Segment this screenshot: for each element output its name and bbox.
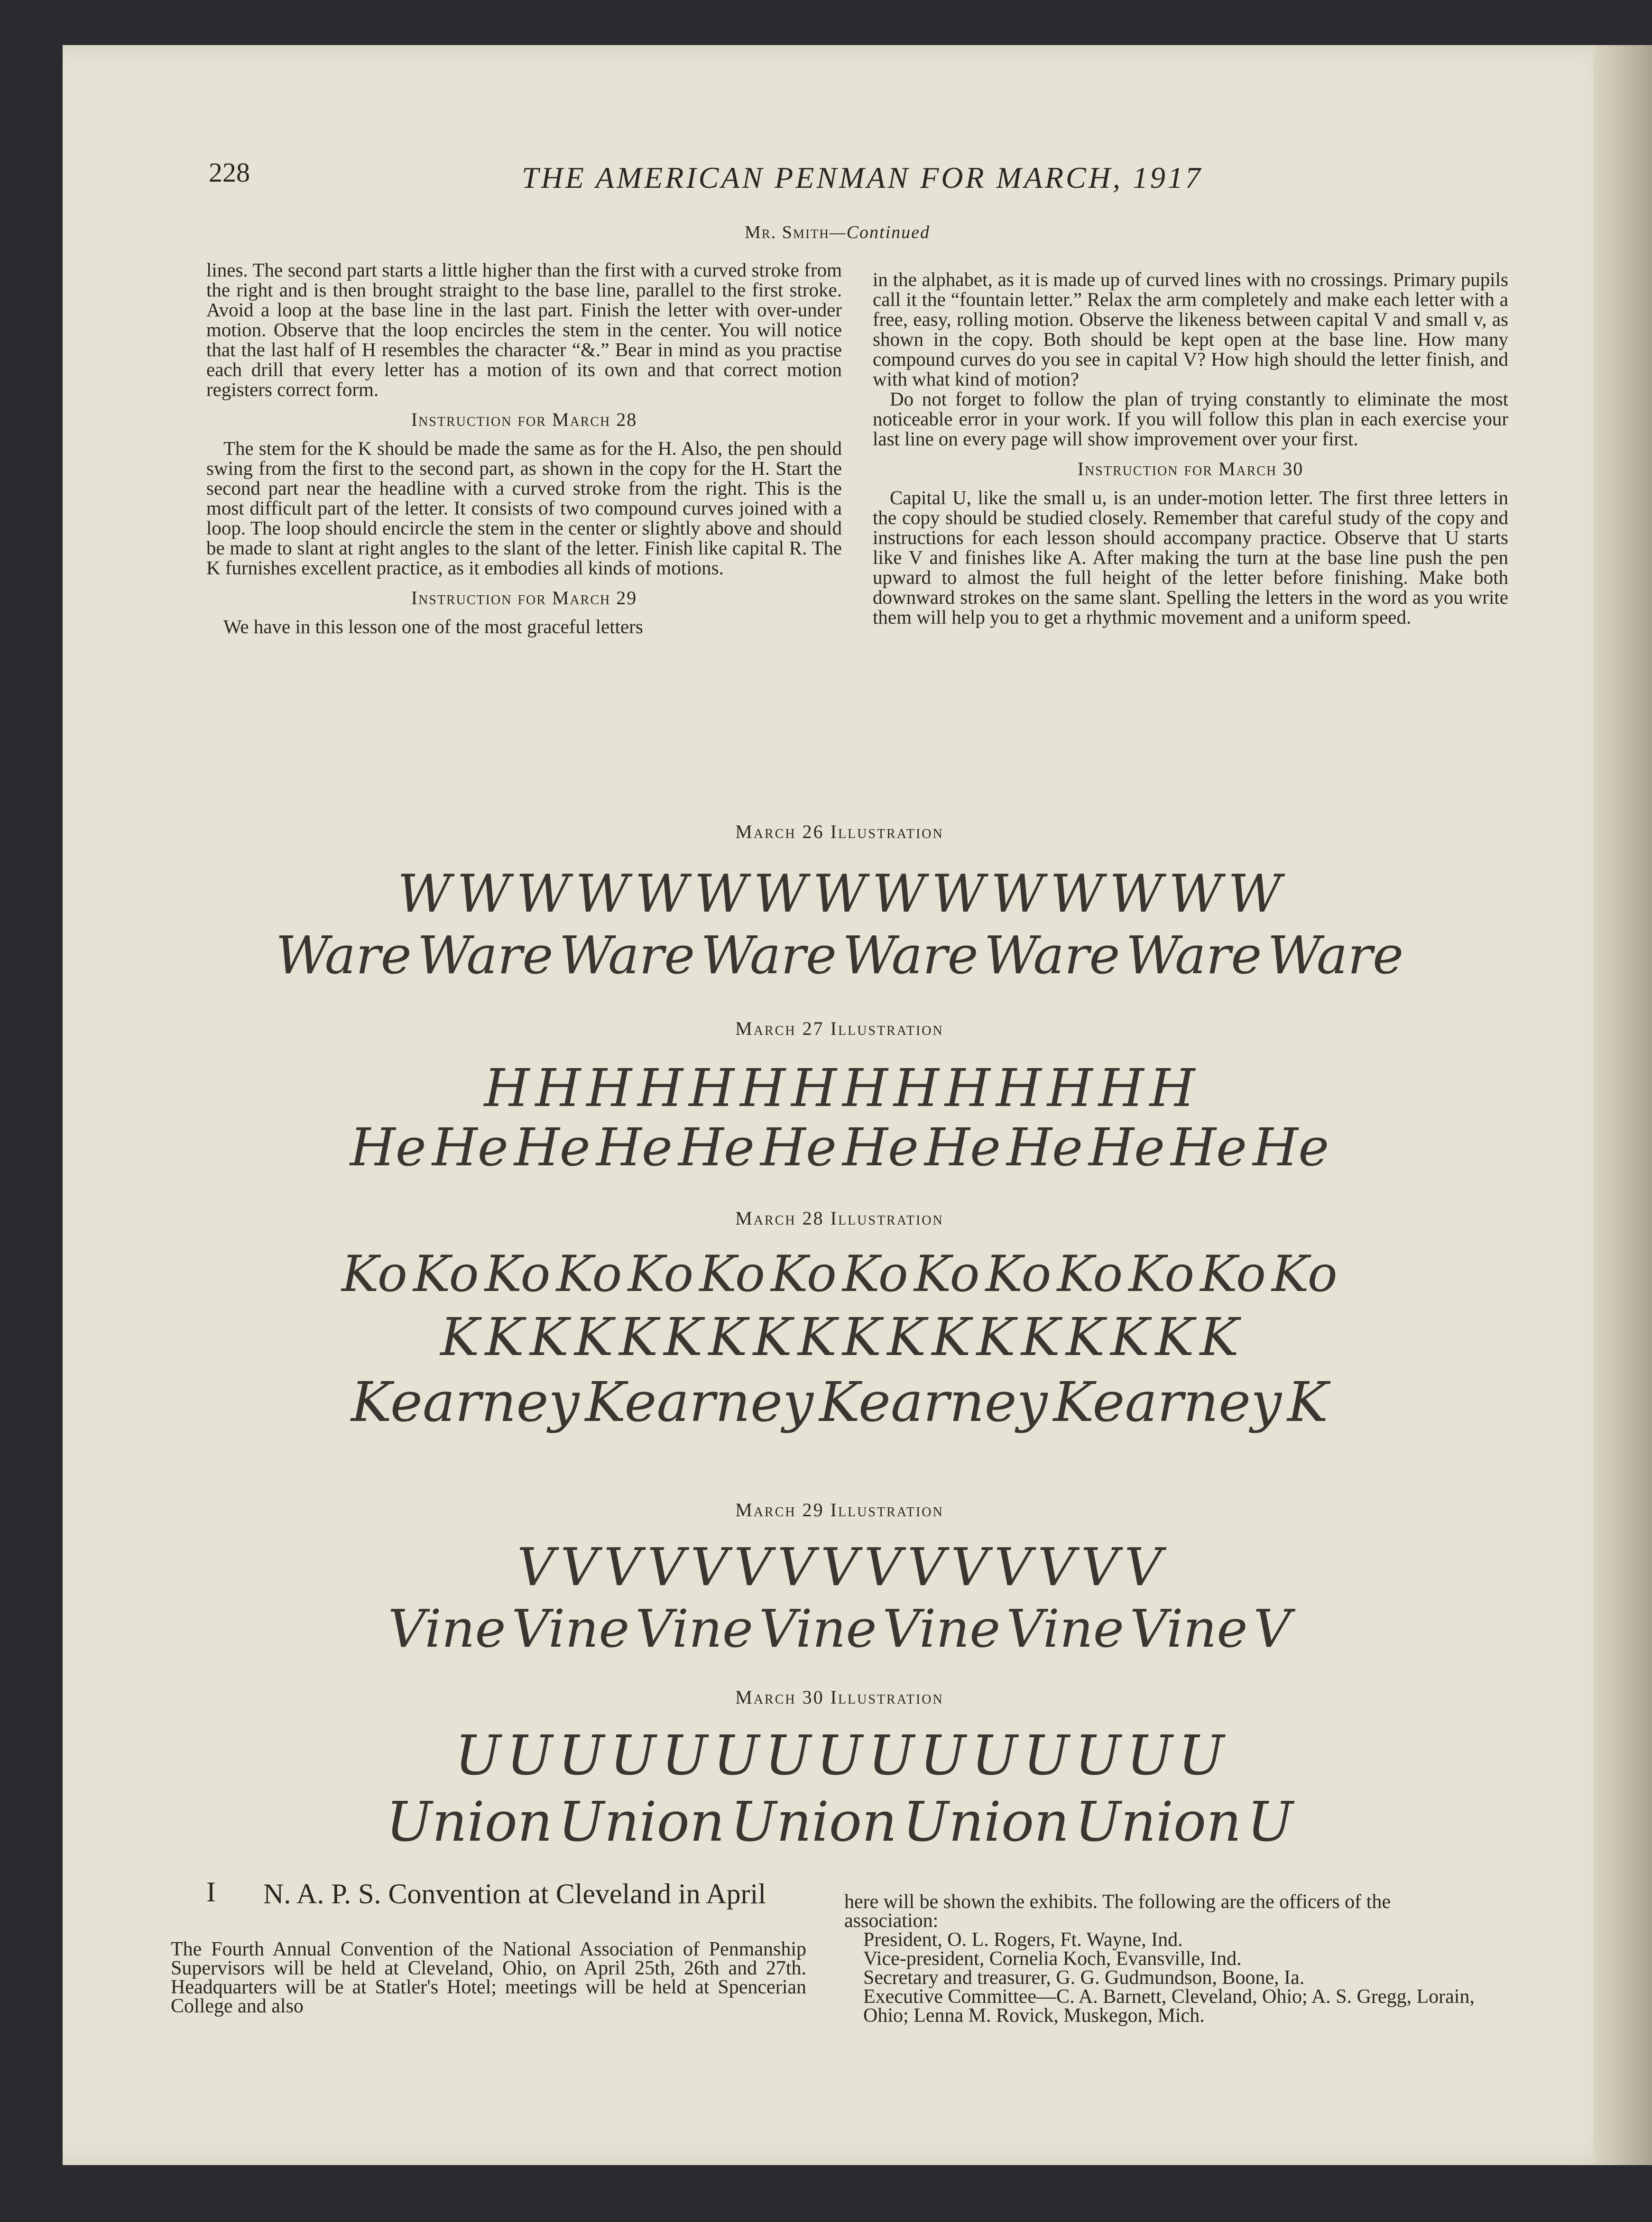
script-word: K <box>440 1307 480 1367</box>
script-word: H <box>1149 1058 1195 1118</box>
officer-president: President, O. L. Rogers, Ft. Wayne, Ind. <box>863 1929 1183 1951</box>
page-number: 228 <box>209 157 250 188</box>
script-word: H <box>586 1058 632 1118</box>
script-word: U <box>971 1724 1018 1788</box>
script-word: U <box>1247 1790 1293 1854</box>
script-word: H <box>1098 1058 1144 1118</box>
script-word: V <box>777 1537 815 1597</box>
script-word: U <box>1178 1724 1224 1788</box>
script-word: K <box>842 1307 882 1367</box>
script-word: V <box>647 1537 685 1597</box>
script-word: He <box>842 1117 919 1178</box>
script-word: He <box>1171 1117 1247 1178</box>
script-word: K <box>1155 1307 1194 1367</box>
script-word: He <box>760 1117 837 1178</box>
script-word: W <box>1168 863 1222 924</box>
script-row <box>199 1117 1480 1178</box>
script-row <box>199 1307 1480 1367</box>
script-word: Ko <box>1128 1245 1195 1303</box>
script-word: Kearney <box>351 1371 580 1434</box>
script-word: Ko <box>1200 1245 1266 1303</box>
script-word: K <box>932 1307 971 1367</box>
script-row <box>199 1537 1480 1597</box>
script-word: U <box>455 1724 501 1788</box>
script-word: K <box>619 1307 658 1367</box>
script-word: Union <box>730 1790 897 1854</box>
paragraph-march-28: The stem for the K should be made the same as for the H. Also, the pen should swing from the first to the second part, as shown in the copy for the H. Start the second part near the headline with a curved stroke from the right. This is the most difficult part of the letter. It consists of two compound curves joined with a loop. The loop should encircle the stem in the center or slightly above and should be made to slant at right angles to the slant of the letter. Finish like capital R. The K furnishes excellent practice, as it embodies all kinds of motions. <box>206 437 842 579</box>
script-word: W <box>575 863 629 924</box>
script-word: Union <box>903 1790 1070 1854</box>
script-row <box>199 863 1480 924</box>
heading-march-27-illustration: March 27 Illustration <box>735 1018 944 1039</box>
heading-march-30-illustration: March 30 Illustration <box>735 1687 944 1708</box>
script-word: Ko <box>484 1245 551 1303</box>
script-word: W <box>931 863 985 924</box>
script-word: U <box>609 1724 656 1788</box>
heading-march-29-illustration: March 29 Illustration <box>735 1499 944 1521</box>
script-word: Ko <box>914 1245 980 1303</box>
script-word: V <box>604 1537 642 1597</box>
script-word: H <box>944 1058 990 1118</box>
officer-vice-president: Vice-president, Cornelia Koch, Evansville, Ind. <box>863 1948 1242 1970</box>
script-word: W <box>990 863 1044 924</box>
script-word: Ware <box>1267 925 1404 986</box>
script-word: Kearney <box>585 1371 814 1434</box>
script-word: He <box>1253 1117 1329 1178</box>
paragraph-h-continued: lines. The second part starts a little higher than the first with a curved stroke from the right and is then brought straight to the base line, parallel to the first stroke. Avoid a loop at the base line in the last part. Finish the letter with over-under motion. Observe that the loop encircles the stem in the center. You will notice that the last half of H resembles the character “&.” Bear in mind as you practise each drill that every letter has a motion of its own and that correct motion registers correct form. <box>206 259 842 400</box>
script-word: Ware <box>559 925 695 986</box>
script-word: Ko <box>699 1245 766 1303</box>
script-word: Ko <box>341 1245 407 1303</box>
script-word: H <box>791 1058 837 1118</box>
script-word: Ko <box>413 1245 479 1303</box>
script-word: He <box>350 1117 426 1178</box>
script-word: U <box>1075 1724 1121 1788</box>
script-word: Vine <box>882 1598 1001 1659</box>
script-row <box>199 1371 1480 1434</box>
script-word: H <box>484 1058 530 1118</box>
section-author: Mr. Smith <box>745 222 830 242</box>
script-word: He <box>596 1117 673 1178</box>
script-word: Vine <box>511 1598 630 1659</box>
script-word: Ware <box>1126 925 1262 986</box>
convention-officers <box>844 1892 1480 2025</box>
script-word: U <box>558 1724 604 1788</box>
script-word: V <box>517 1537 555 1597</box>
script-word: He <box>1006 1117 1083 1178</box>
officers-list <box>844 1930 1480 2025</box>
script-word: V <box>1124 1537 1162 1597</box>
paragraph-plan: Do not forget to follow the plan of trying constantly to eliminate the most noticeable error in your work. If you will follow this plan in each exercise your last line on every page will show improvement over your first. <box>873 388 1508 450</box>
script-word: K <box>887 1307 926 1367</box>
script-word: Ko <box>1057 1245 1123 1303</box>
script-word: V <box>864 1537 902 1597</box>
script-word: K <box>664 1307 703 1367</box>
script-word: K <box>1021 1307 1060 1367</box>
script-word: V <box>734 1537 772 1597</box>
script-word: K <box>529 1307 569 1367</box>
script-word: W <box>812 863 867 924</box>
paragraph-march-29: We have in this lesson one of the most graceful letters <box>223 616 643 637</box>
script-word: V <box>994 1537 1032 1597</box>
script-word: Vine <box>1006 1598 1124 1659</box>
script-word: V <box>907 1537 945 1597</box>
script-word: W <box>516 863 570 924</box>
script-word: H <box>893 1058 939 1118</box>
script-word: U <box>1126 1724 1172 1788</box>
section-continued-label: —Continued <box>829 222 931 242</box>
heading-march-28: Instruction for March 28 <box>411 409 637 430</box>
script-word: H <box>740 1058 786 1118</box>
paragraph-v-continued: in the alphabet, as it is made up of curved lines with no crossings. Primary pupils call it the “fountain letter.” Relax the arm completely and make each letter with a free, easy, rolling motion. Observe the likeness between capital V and small v, as shown in the copy. Both should be kept open at the base line. How many compound curves do you see in capital V? How high should the letter finish, and with what kind of motion? <box>873 268 1508 390</box>
paragraph-march-30: Capital U, like the small u, is an under-motion letter. The first three letters in the copy should be studied closely. Remember that careful study of the copy and instructions for each lesson should accompany practice. Observe that U starts like V and finishes like A. After making the turn at the base line push the pen upward to almost the full height of the letter before finishing. Make both downward strokes on the same slant. Spelling the letters in the word as you write them will help you to get a rhythmic movement and a uniform speed. <box>873 487 1508 628</box>
script-word: Ko <box>985 1245 1052 1303</box>
script-word: H <box>842 1058 888 1118</box>
script-word: K <box>753 1307 792 1367</box>
heading-march-30: Instruction for March 30 <box>1077 458 1304 479</box>
script-word: K <box>1287 1371 1328 1434</box>
script-word: Ware <box>842 925 978 986</box>
script-word: W <box>635 863 689 924</box>
script-word: Union <box>386 1790 553 1854</box>
heading-march-28-illustration: March 28 Illustration <box>735 1208 944 1229</box>
script-word: H <box>637 1058 683 1118</box>
running-title: THE AMERICAN PENMAN FOR MARCH, 1917 <box>522 161 1203 194</box>
convention-title: N. A. P. S. Convention at Cleveland in April <box>263 1878 766 1909</box>
script-word: K <box>797 1307 837 1367</box>
script-word: Ware <box>275 925 412 986</box>
officer-secretary: Secretary and treasurer, G. G. Gudmundson, Boone, Ia. <box>863 1967 1305 1989</box>
section-continued <box>745 222 930 243</box>
script-word: Kearney <box>819 1371 1048 1434</box>
script-word: V <box>560 1537 598 1597</box>
heading-march-26-illustration: March 26 Illustration <box>735 821 944 842</box>
script-word: H <box>535 1058 581 1118</box>
script-word: U <box>920 1724 966 1788</box>
script-word: Union <box>1075 1790 1242 1854</box>
right-column <box>873 269 1508 627</box>
officers-intro: here will be shown the exhibits. The following are the officers of the association: <box>844 1891 1391 1932</box>
script-word: W <box>694 863 748 924</box>
script-word: H <box>689 1058 735 1118</box>
script-word: V <box>951 1537 989 1597</box>
script-word: He <box>678 1117 755 1178</box>
left-column <box>206 260 842 636</box>
script-word: Ware <box>417 925 554 986</box>
script-word: U <box>765 1724 811 1788</box>
script-word: He <box>924 1117 1001 1178</box>
script-word: K <box>574 1307 614 1367</box>
script-row <box>199 1245 1480 1303</box>
script-word: U <box>661 1724 708 1788</box>
script-word: Kearney <box>1053 1371 1282 1434</box>
script-word: U <box>868 1724 914 1788</box>
script-word: V <box>1253 1598 1291 1659</box>
script-word: Vine <box>1129 1598 1248 1659</box>
script-word: K <box>485 1307 524 1367</box>
script-row <box>199 925 1480 986</box>
script-row <box>199 1790 1480 1854</box>
script-word: H <box>1047 1058 1093 1118</box>
book-spine <box>1594 45 1652 2165</box>
script-row <box>199 1598 1480 1659</box>
script-word: Ko <box>628 1245 694 1303</box>
script-word: W <box>397 863 452 924</box>
script-word: H <box>996 1058 1042 1118</box>
heading-march-29: Instruction for March 29 <box>411 587 637 609</box>
script-word: U <box>1023 1724 1070 1788</box>
script-word: Vine <box>758 1598 877 1659</box>
script-word: K <box>1110 1307 1150 1367</box>
script-word: Vine <box>635 1598 753 1659</box>
script-word: W <box>457 863 511 924</box>
script-word: Ko <box>556 1245 622 1303</box>
script-word: Union <box>558 1790 725 1854</box>
script-word: V <box>690 1537 729 1597</box>
script-word: U <box>816 1724 863 1788</box>
script-word: Vine <box>388 1598 506 1659</box>
script-word: Ware <box>984 925 1120 986</box>
script-row <box>199 1724 1480 1788</box>
script-word: K <box>1200 1307 1239 1367</box>
script-word: U <box>713 1724 759 1788</box>
script-word: U <box>507 1724 553 1788</box>
script-word: K <box>976 1307 1015 1367</box>
script-word: W <box>1109 863 1163 924</box>
script-word: W <box>1227 863 1282 924</box>
officer-executive-committee: Executive Committee—C. A. Barnett, Cleveland, Ohio; A. S. Gregg, Lorain, Ohio; Lenna M. Rovick, Muskegon, Mich. <box>863 1986 1475 2027</box>
script-word: K <box>1065 1307 1105 1367</box>
drop-initial: I <box>206 1876 216 1908</box>
script-word: He <box>432 1117 508 1178</box>
script-word: K <box>708 1307 748 1367</box>
script-word: Ko <box>842 1245 908 1303</box>
script-word: W <box>872 863 926 924</box>
script-word: He <box>1089 1117 1165 1178</box>
script-row <box>199 1058 1480 1118</box>
script-word: W <box>1050 863 1104 924</box>
script-word: He <box>514 1117 591 1178</box>
script-word: V <box>1080 1537 1119 1597</box>
convention-body: The Fourth Annual Convention of the National Association of Penmanship Supervisors will be held at Cleveland, Ohio, on April 25th, 26th and 27th. Headquarters will be at Statler's Hotel; meetings will be held at Spencerian College and also <box>171 1938 806 2017</box>
illustrations <box>199 816 1480 1883</box>
script-word: V <box>821 1537 858 1597</box>
script-word: Ware <box>701 925 837 986</box>
script-word: V <box>1037 1537 1075 1597</box>
script-word: Ko <box>1272 1245 1338 1303</box>
script-word: W <box>753 863 807 924</box>
script-word: Ko <box>771 1245 837 1303</box>
